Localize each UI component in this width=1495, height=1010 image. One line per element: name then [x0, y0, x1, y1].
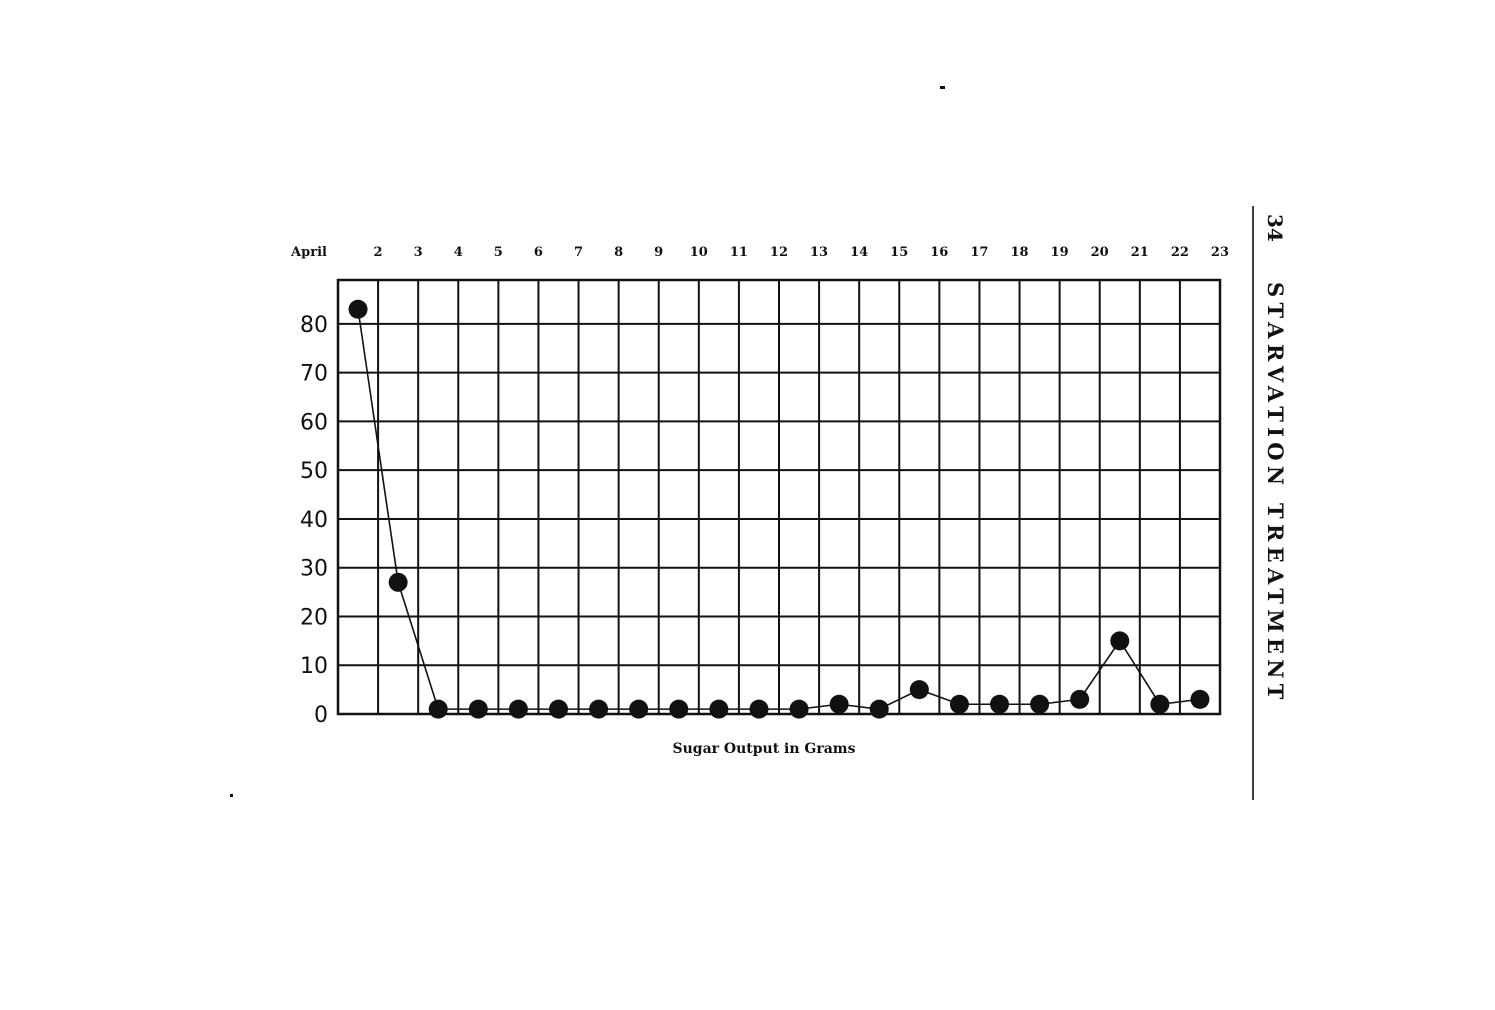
data-point	[1110, 631, 1129, 650]
y-tick-label: 40	[300, 507, 328, 533]
x-tick-label: 17	[970, 245, 989, 260]
data-point	[1070, 690, 1089, 709]
print-speck	[230, 794, 233, 797]
running-head: STARVATION TREATMENT	[1263, 282, 1288, 705]
x-tick-label: 15	[890, 245, 909, 260]
x-tick-label: 22	[1170, 245, 1189, 260]
y-tick-labels	[300, 313, 328, 728]
data-point	[469, 700, 488, 719]
data-point	[950, 695, 969, 714]
x-unit-label: April	[291, 245, 327, 260]
data-point	[790, 700, 809, 719]
data-point	[910, 680, 929, 699]
data-point	[1150, 695, 1169, 714]
data-point	[870, 700, 889, 719]
x-tick-labels	[374, 245, 1229, 260]
y-tick-label: 20	[300, 605, 328, 631]
x-tick-label: 6	[533, 245, 543, 260]
x-tick-label: 11	[729, 245, 748, 260]
data-point	[990, 695, 1009, 714]
data-point	[1030, 695, 1049, 714]
data-point	[389, 573, 408, 592]
y-tick-label: 10	[300, 654, 328, 680]
y-tick-label: 80	[300, 312, 328, 338]
x-tick-label: 4	[453, 245, 463, 260]
data-point	[429, 700, 448, 719]
data-point	[1190, 690, 1209, 709]
x-tick-label: 10	[689, 245, 708, 260]
y-tick-label: 0	[314, 703, 328, 728]
x-tick-label: 14	[850, 245, 869, 260]
x-tick-label: 20	[1090, 245, 1109, 260]
x-tick-label: 8	[614, 245, 624, 260]
x-tick-label: 9	[654, 245, 664, 260]
x-tick-label: 18	[1010, 245, 1029, 260]
print-speck	[940, 86, 945, 89]
x-tick-label: 13	[809, 245, 829, 260]
x-tick-label: 7	[573, 245, 584, 260]
x-tick-label: 12	[769, 245, 789, 260]
data-point	[669, 700, 688, 719]
x-axis-label: Sugar Output in Grams	[672, 741, 856, 757]
y-tick-label: 30	[300, 556, 328, 582]
y-tick-label: 60	[300, 410, 328, 436]
chart-grid	[338, 280, 1220, 714]
data-point	[749, 700, 768, 719]
x-tick-label: 23	[1210, 245, 1230, 260]
x-tick-label: 19	[1050, 245, 1069, 260]
x-tick-label: 16	[930, 245, 949, 260]
data-point	[509, 700, 528, 719]
data-point	[589, 700, 608, 719]
x-tick-label: 21	[1130, 245, 1149, 260]
data-point	[709, 700, 728, 719]
y-tick-label: 50	[300, 459, 328, 485]
data-point	[830, 695, 849, 714]
data-point	[549, 700, 568, 719]
page-number: 34	[1263, 214, 1287, 242]
y-tick-label: 70	[300, 361, 328, 387]
x-tick-label: 3	[413, 245, 423, 260]
data-point	[629, 700, 648, 719]
x-tick-label: 2	[373, 245, 383, 260]
data-point	[349, 300, 368, 319]
x-tick-label: 5	[493, 245, 503, 260]
